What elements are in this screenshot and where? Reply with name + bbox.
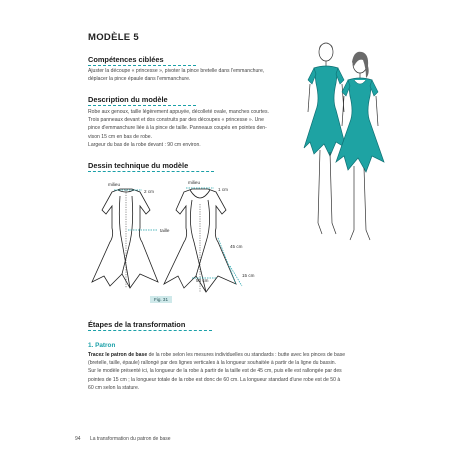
step1-line: pointes de 15 cm ; la longueur totale de la robe est donc de 60 cm. La longueur standard d'une robe est de 50 à — [88, 376, 341, 383]
label-taille: taille — [160, 228, 170, 233]
step1-line: (bretelle, taille, épaule) rallongé par des lignes verticales à la longueur souhaitée à partir de la ligne du bassin. — [88, 360, 337, 367]
competences-line: déplacer la pince épaule dans l'emmanchure. — [88, 76, 191, 83]
technical-drawing — [84, 176, 260, 306]
competences-line: Ajuster la découpe « princesse », pivoter la pince bretelle dans l'emmanchure, — [88, 68, 265, 74]
dessin-title: Dessin technique du modèle — [88, 161, 189, 170]
figure-label: Fig. 31 — [150, 296, 172, 303]
description-line: vison 15 cm en bas de robe. — [88, 133, 152, 140]
label-cm-front: 1 cm — [218, 187, 228, 192]
label-45cm: 45 cm — [230, 244, 243, 249]
label-milieu-back: milieu — [108, 182, 120, 187]
etapes-title: Étapes de la transformation — [88, 320, 186, 329]
dress-back-drawing — [92, 189, 158, 288]
description-rule — [88, 105, 196, 106]
etapes-rule — [88, 330, 212, 331]
description-line: Largeur du bas de la robe devant : 90 cm environ. — [88, 141, 201, 148]
step1-text — [88, 351, 378, 392]
description-text — [88, 108, 318, 149]
step1-line: 60 cm selon la stature. — [88, 384, 140, 391]
label-milieu-front: milieu — [188, 180, 200, 185]
competences-title: Compétences ciblées — [88, 55, 164, 64]
step1-line: Sur le modèle présenté ici, la longueur de la robe à partir de la taille est de 45 cm, puis elle est rallongée par des — [88, 368, 342, 375]
description-line: Robe aux genoux, taille légèrement appuyée, décolleté ovale, manches courtes. — [88, 109, 269, 115]
label-cm-back: 2 cm — [144, 189, 154, 194]
dress-front-drawing — [164, 189, 236, 292]
step1-first-line — [88, 351, 378, 359]
footer — [75, 436, 171, 442]
page-number: 94 — [75, 436, 81, 442]
dessin-rule — [88, 171, 214, 172]
step1-bold: Tracez le patron de base — [88, 352, 148, 358]
competences-rule — [88, 65, 196, 66]
step1-first-rest: de la robe selon les mesures individuelles ou standards : butte avec les pinces de base — [147, 352, 346, 358]
competences-text — [88, 67, 318, 83]
footer-text: La transformation du patron de base — [89, 436, 171, 442]
fashion-illustration — [296, 38, 392, 244]
description-line: pince d'emmanchure liée à la pince de taille. Panneaux coupés en pointes den- — [88, 125, 267, 132]
description-title: Description du modèle — [88, 95, 168, 104]
model-title: MODÈLE 5 — [88, 32, 139, 43]
description-line: Trois panneaux devant et dos construits par des découpes « princesse ». Une — [88, 117, 264, 124]
label-50cm: 50 cm — [196, 278, 209, 283]
step1-title: 1. Patron — [88, 342, 116, 349]
measure-lines — [114, 188, 242, 286]
figure-back — [304, 43, 346, 234]
label-15cm: 15 cm — [242, 273, 255, 278]
